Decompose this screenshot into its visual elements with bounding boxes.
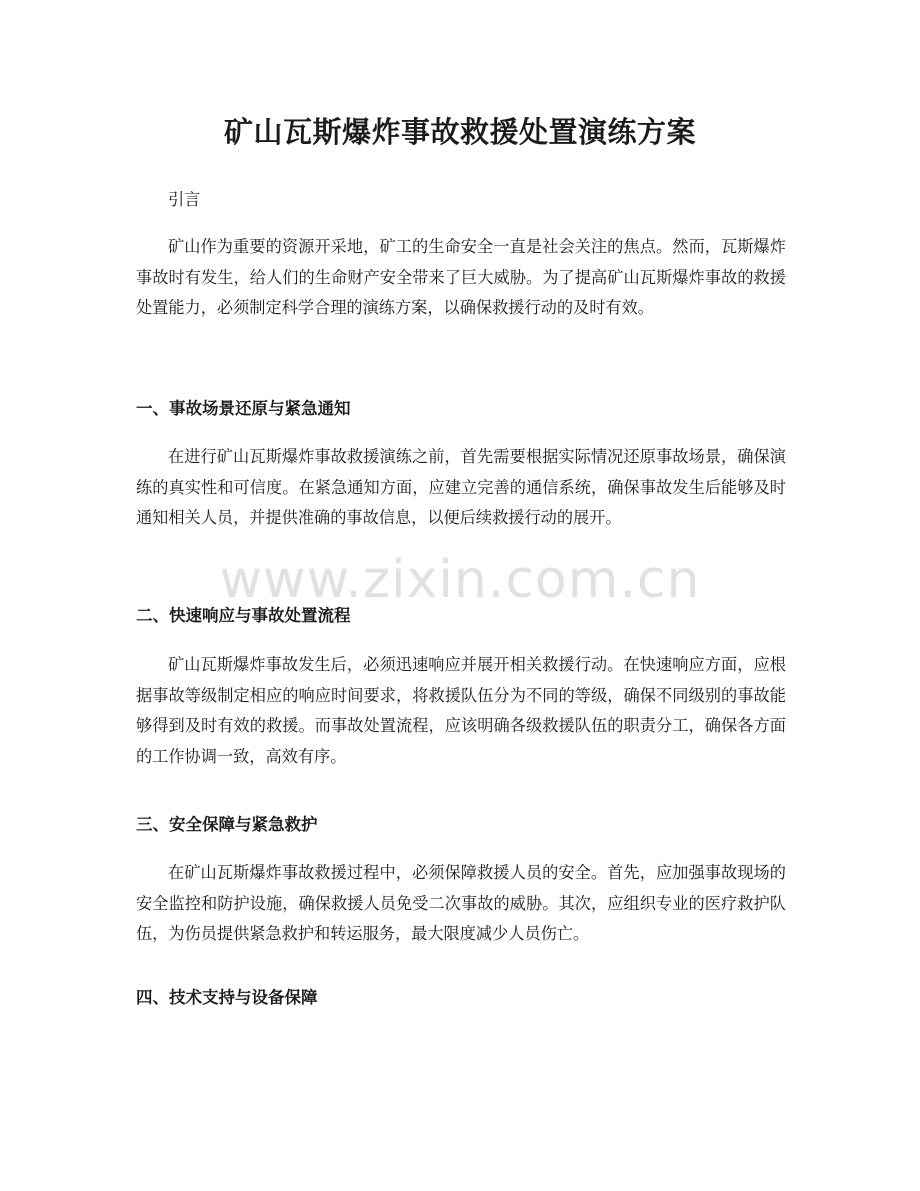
section-heading-1: 一、事故场景还原与紧急通知 xyxy=(136,399,351,418)
section-heading-4: 四、技术支持与设备保障 xyxy=(136,988,318,1007)
watermark: www.zixin.com.cn xyxy=(219,550,701,610)
section-paragraph-2: 矿山瓦斯爆炸事故发生后，必须迅速响应并展开相关救援行动。在快速响应方面，应根据事故等级制定相应的响应时间要求，将救援队伍分为不同的等级，确保不同级别的事故能够得到及时有效的救援。而事故处置流程，应该明确各级救援队伍的职责分工，确保各方面的工作协调一致，高效有序。 xyxy=(136,655,786,766)
section-heading-3: 三、安全保障与紧急救护 xyxy=(136,815,318,834)
document-title: 矿山瓦斯爆炸事故救援处置演练方案 xyxy=(223,115,696,149)
intro-label: 引言 xyxy=(168,190,201,209)
section-heading-2: 二、快速响应与事故处置流程 xyxy=(136,606,351,625)
section-paragraph-3: 在矿山瓦斯爆炸事故救援过程中，必须保障救援人员的安全。首先，应加强事故现场的安全监控和防护设施，确保救援人员免受二次事故的威胁。其次，应组织专业的医疗救护队伍，为伤员提供紧急救护和转运服务，最大限度减少人员伤亡。 xyxy=(136,863,786,943)
intro-paragraph: 矿山作为重要的资源开采地，矿工的生命安全一直是社会关注的焦点。然而，瓦斯爆炸事故时有发生，给人们的生命财产安全带来了巨大威胁。为了提高矿山瓦斯爆炸事故的救援处置能力，必须制定科学合理的演练方案，以确保救援行动的及时有效。 xyxy=(136,237,786,317)
section-paragraph-1: 在进行矿山瓦斯爆炸事故救援演练之前，首先需要根据实际情况还原事故场景，确保演练的真实性和可信度。在紧急通知方面，应建立完善的通信系统，确保事故发生后能够及时通知相关人员，并提供准确的事故信息，以便后续救援行动的展开。 xyxy=(136,447,786,527)
